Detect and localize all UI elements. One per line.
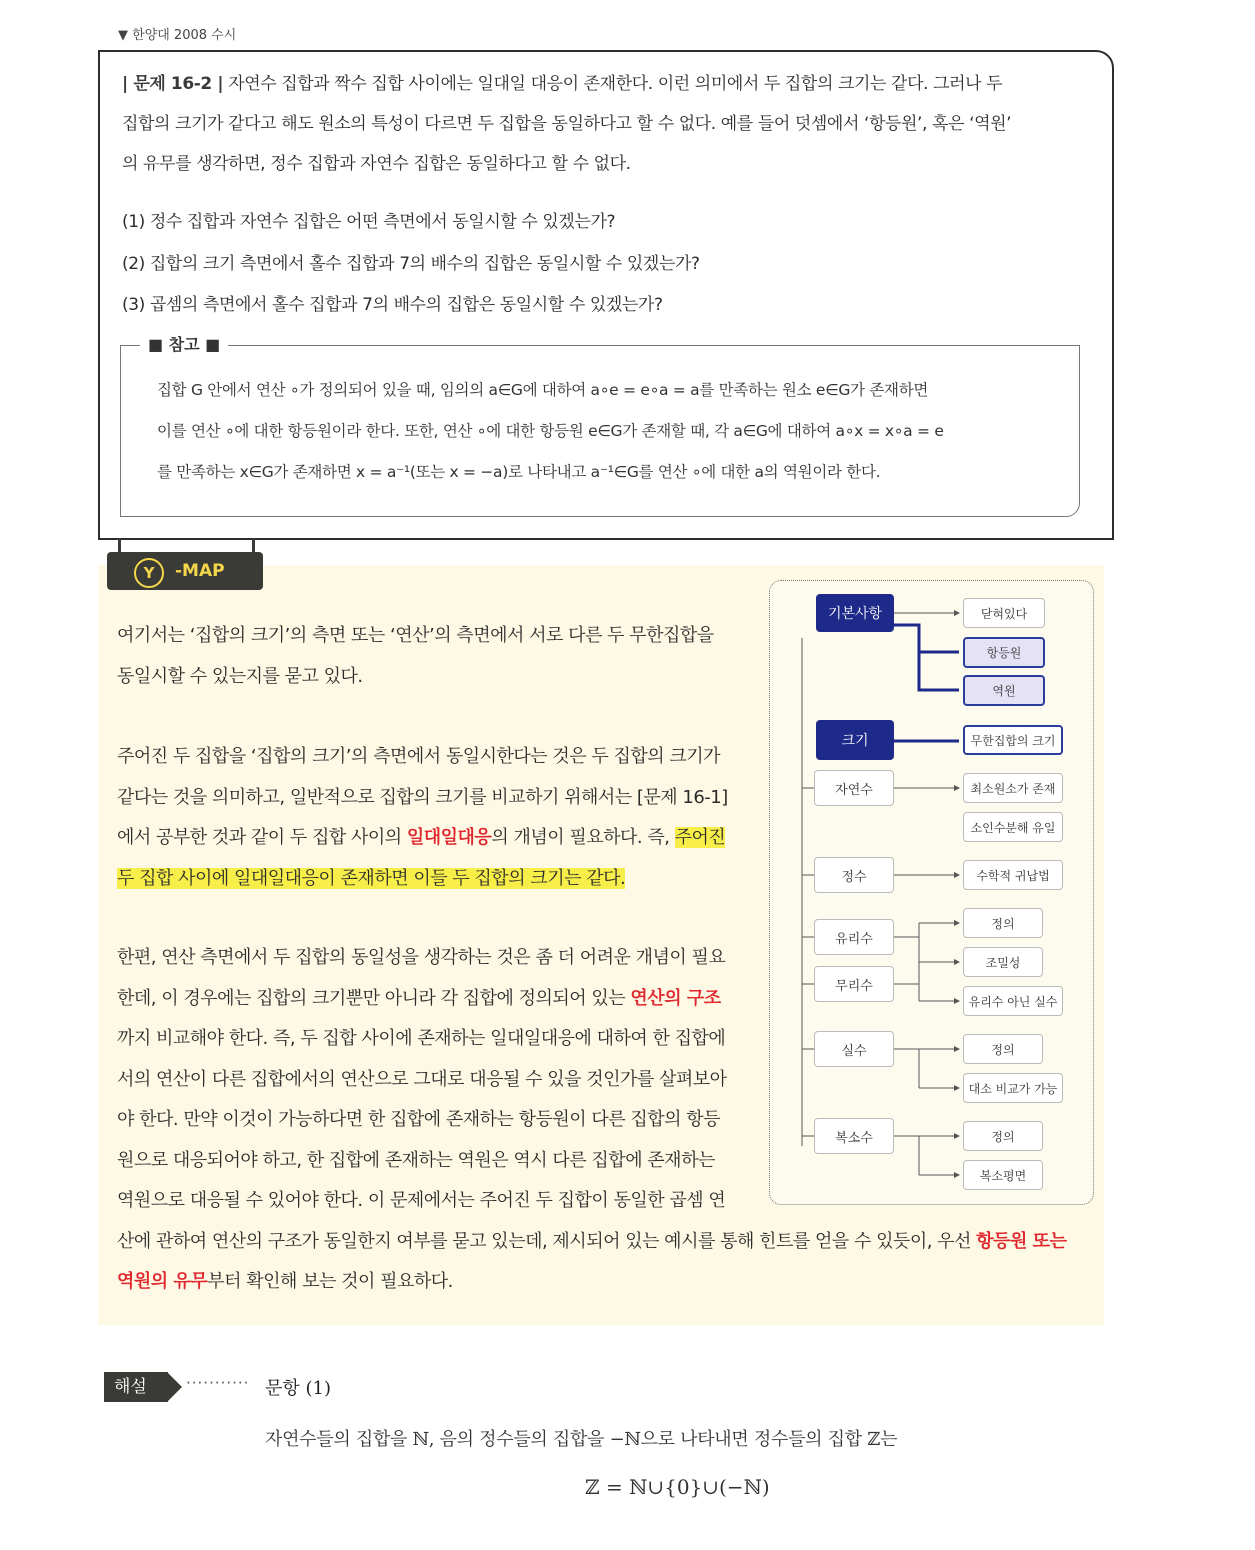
map-node-infinite-size: 무한집합의 크기 [963,725,1063,755]
map-node-irrational: 무리수 [814,966,894,1002]
map-node-identity: 항등원 [963,637,1045,668]
solution-text: 자연수들의 집합을 ℕ, 음의 정수들의 집합을 −ℕ으로 나타내면 정수들의 집합 ℤ는 [265,1429,898,1450]
emphasis-inverse-existence: 역원의 유무 [117,1271,208,1292]
ymap-paragraph-3: 한편, 연산 측면에서 두 집합의 동일성을 생각하는 것은 좀 더 어려운 개념이 필요 한데, 이 경우에는 집합의 크기뿐만 아니라 각 집합에 정의되어 있는 연산의 구조 까지 비교해야 한다. 즉, 두 집합 사이에 존재하는 일대일대응에 대하여 한 집합에 서의 연산이 다른 집합에서의 연산으로 그대로 대응될 수 있을 것인가를 살펴보아 야 한다. 만약 이것이 가능하다면 한 집합에 존재하는 항등원이 다른 집합의 항등 원으로 대응되어야 하고, 한 집합에 존재하는 역원은 역시 다른 집합에 존재하는 역원으로 대응될 수 있어야 한다. 이 문제에서는 주어진 두 집합이 동일한 곱셈 연 산에 관하여 연산의 구조가 동일한지 여부를 묻고 있는데, 제시되어 있는 예시를 통해 힌트를 얻을 수 있듯이, 우선 항등원 또는 역원의 유무부터 확인해 보는 것이 필요하다. [117,947,1067,1292]
question-3: (3) 곱셈의 측면에서 홀수 집합과 7의 배수의 집합은 동일시할 수 있겠는가? [122,295,663,315]
problem-line-3: 의 유무를 생각하면, 정수 집합과 자연수 집합은 동일하다고 할 수 없다. [122,154,631,174]
map-node-unique-factorization: 소인수분해 유일 [963,812,1063,842]
map-node-size: 크기 [816,720,894,760]
problem-label: | 문제 16-2 | [122,74,224,94]
question-1: (1) 정수 집합과 자연수 집합은 어떤 측면에서 동일시할 수 있겠는가? [122,212,616,232]
solution-item-label: 문항 (1) [265,1378,331,1399]
emphasis-identity-or: 항등원 또는 [976,1230,1067,1252]
solution-tag-arrow-icon [167,1372,183,1402]
map-node-complex-plane: 복소평면 [963,1160,1043,1190]
highlight-start: 주어진 [674,827,726,848]
map-node-natural: 자연수 [814,770,894,806]
ymap-paragraph-2: 주어진 두 집합을 ‘집합의 크기’의 측면에서 동일시한다는 것은 두 집합의 크기가 같다는 것을 의미하고, 일반적으로 집합의 크기를 비교하기 위해서는 [문제 16-1] 에서 공부한 것과 같이 두 집합 사이의 일대일대응의 개념이 필요하다. 즉, 주어진 두 집합 사이에 일대일대응이 존재하면 이들 두 집합의 크기는 같다. [117,746,728,889]
source-header: ▼ 한양대 2008 수시 [118,28,237,43]
highlight-sentence: 두 집합 사이에 일대일대응이 존재하면 이들 두 집합의 크기는 같다. [117,867,626,889]
ymap-paragraph-1: 여기서는 ‘집합의 크기’의 측면 또는 ‘연산’의 측면에서 서로 다른 두 무한집합을 동일시할 수 있는지를 묻고 있다. [117,625,714,687]
problem-line-1: | 문제 16-2 | 자연수 집합과 짝수 집합 사이에는 일대일 대응이 존재한다. 이런 의미에서 두 집합의 크기는 같다. 그러나 두 [122,74,1003,94]
map-node-rational: 유리수 [814,919,894,955]
map-node-complex-definition: 정의 [963,1121,1043,1151]
problem-text [122,64,1102,184]
map-node-min-element: 최소원소가 존재 [963,773,1063,803]
note-title: ■ 참고 ■ [140,332,228,355]
ymap-logo-icon: Y [134,558,164,588]
map-node-integer: 정수 [814,857,894,893]
map-node-inverse: 역원 [963,675,1045,706]
note-line-3: 를 만족하는 x∈G가 존재하면 x = a⁻¹(또는 x = −a)로 나타내고 a⁻¹∈G를 연산 ∘에 대한 a의 역원이라 한다. [157,463,881,481]
note-line-1: 집합 G 안에서 연산 ∘가 정의되어 있을 때, 임의의 a∈G에 대하여 a∘e = e∘a = a를 만족하는 원소 e∈G가 존재하면 [157,381,929,399]
map-node-closed: 닫혀있다 [963,598,1045,628]
solution-formula: ℤ = ℕ∪{0}∪(−ℕ) [585,1475,770,1499]
map-node-rat-definition: 정의 [963,908,1043,938]
map-node-comparable: 대소 비교가 가능 [963,1073,1063,1103]
map-node-basics: 기본사항 [816,594,894,632]
map-node-real-definition: 정의 [963,1034,1043,1064]
map-node-complex: 복소수 [814,1118,894,1154]
ymap-tag: -MAP [107,552,263,590]
map-node-induction: 수학적 귀납법 [963,860,1063,890]
emphasis-operation-structure: 연산의 구조 [630,987,721,1009]
note-text [157,370,1062,493]
emphasis-one-to-one: 일대일대응 [406,827,492,848]
map-node-irrational-real: 유리수 아닌 실수 [963,986,1063,1016]
question-2: (2) 집합의 크기 측면에서 홀수 집합과 7의 배수의 집합은 동일시할 수 있겠는가? [122,254,700,274]
solution-leader-dots: ··········· [186,1374,250,1392]
map-node-density: 조밀성 [963,947,1043,977]
map-node-real: 실수 [814,1031,894,1067]
solution-tag: 해설 [104,1372,168,1402]
note-line-2: 이를 연산 ∘에 대한 항등원이라 한다. 또한, 연산 ∘에 대한 항등원 e∈G가 존재할 때, 각 a∈G에 대하여 a∘x = x∘a = e [157,422,944,440]
problem-line-2: 집합의 크기가 같다고 해도 원소의 특성이 다르면 두 집합을 동일하다고 할 수 없다. 예를 들어 덧셈에서 ‘항등원’, 혹은 ‘역원’ [122,114,1012,134]
